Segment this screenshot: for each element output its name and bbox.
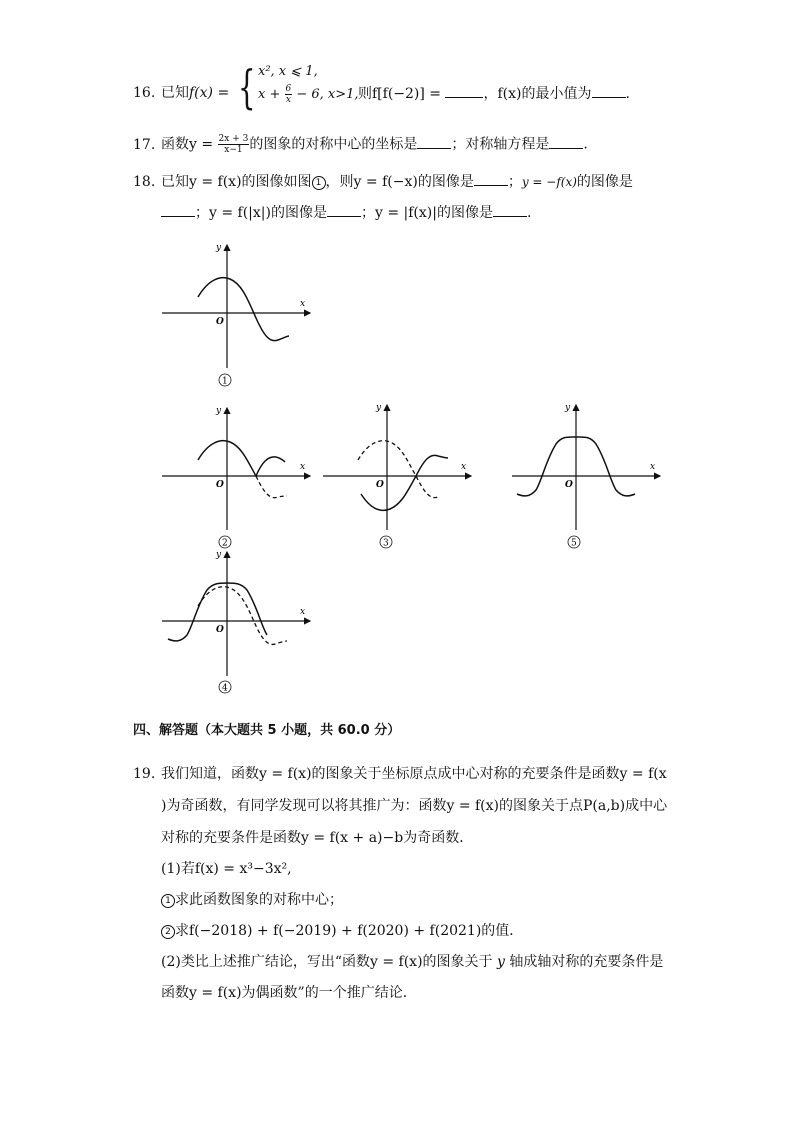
question-19-part-2-cont: 函数y = f(x)为偶函数”的一个推广结论． bbox=[161, 985, 417, 1001]
question-lead: 已知 bbox=[161, 85, 189, 101]
x-axis-label: x bbox=[300, 299, 306, 309]
question-number: 19. bbox=[133, 766, 156, 782]
q17-text-c: ；对称轴方程是 bbox=[451, 136, 550, 153]
ask-min: ，f(x)的最小值为 bbox=[483, 86, 592, 102]
question-19-sub-1 bbox=[161, 890, 343, 910]
graph-2 bbox=[162, 406, 310, 549]
question-number: 18. bbox=[133, 174, 156, 190]
x-axis-label: x bbox=[300, 462, 306, 472]
question-19-part-2 bbox=[161, 952, 663, 972]
figure-label: 3 bbox=[383, 538, 389, 549]
fraction-bottom: x−1 bbox=[224, 145, 243, 155]
q18-text-g: ；y = |f(x)|的图像是 bbox=[360, 205, 493, 221]
curve-solid bbox=[361, 455, 448, 510]
question-19-line-3: 对称的充要条件是函数y = f(x + a)−b为奇函数． bbox=[161, 830, 474, 846]
piecewise-case-1: x², x ⩽ 1, bbox=[258, 64, 318, 79]
y-axis-label: y bbox=[565, 403, 571, 413]
sub-1-text: 求此函数图象的对称中心； bbox=[175, 892, 343, 908]
x-axis-label: x bbox=[461, 462, 467, 472]
question-19-line-1 bbox=[133, 764, 667, 784]
q17-text-a: 函数y = bbox=[161, 136, 218, 153]
figure-label: 4 bbox=[222, 683, 228, 694]
case2-part-a: x + bbox=[258, 87, 285, 102]
sub-number-circle: 1 bbox=[161, 894, 175, 908]
part-2-y: y bbox=[492, 954, 510, 970]
question-19-part-1: (1)若f(x) = x³−3x², bbox=[161, 861, 292, 877]
x-axis-label: x bbox=[300, 607, 306, 617]
q18-text-e: 的图像是 bbox=[576, 174, 633, 190]
origin-label: O bbox=[565, 480, 573, 490]
question-19-line-2: )为奇函数，有同学发现可以将其推广为：函数y = f(x)的图象关于点P(a,b)成中心 bbox=[161, 798, 668, 814]
figure-label: 5 bbox=[571, 538, 577, 549]
case2-part-b: − 6, x>1, bbox=[292, 87, 359, 102]
ask-value: 则f[f(−2)] = bbox=[358, 86, 446, 102]
q18-text-d: y = −f(x) bbox=[521, 175, 577, 189]
question-19-sub-2 bbox=[161, 921, 523, 941]
graph-5 bbox=[512, 403, 660, 549]
q18-text-a: 已知y = f(x)的图像如图 bbox=[161, 174, 312, 190]
origin-label: O bbox=[376, 480, 384, 490]
piecewise-brace: { bbox=[238, 60, 256, 114]
question-number: 17. bbox=[133, 136, 156, 153]
period: . bbox=[583, 136, 588, 153]
curve-dashed bbox=[256, 476, 287, 498]
figure-label: 1 bbox=[222, 376, 228, 387]
section-title: 四、解答题（本大题共 5 小题，共 60.0 分） bbox=[133, 723, 401, 738]
period: . bbox=[526, 205, 532, 221]
origin-label: O bbox=[216, 625, 224, 635]
curve-solid bbox=[198, 441, 285, 476]
y-axis-label: y bbox=[376, 403, 382, 413]
y-axis-label: y bbox=[216, 550, 222, 560]
sub-2-text: 求f(−2018) + f(−2019) + f(2020) + f(2021)的值． bbox=[175, 923, 524, 939]
curve-dashed bbox=[358, 441, 438, 498]
question-number: 16. bbox=[133, 85, 156, 101]
curve-dashed bbox=[198, 587, 287, 645]
part-2-b: 轴成轴对称的充要条件是 bbox=[509, 954, 664, 970]
origin-label: O bbox=[216, 480, 224, 490]
q18-text-f: ；y = f(|x|)的图像是 bbox=[195, 205, 327, 221]
q19-line-1: 我们知道，函数y = f(x)的图象关于坐标原点成中心对称的充要条件是函数y = f(x bbox=[161, 766, 667, 782]
q18-text-b: ，则y = f(−x)的图像是 bbox=[325, 174, 474, 190]
period: . bbox=[625, 86, 630, 102]
part-2-a: (2)类比上述推广结论，写出“函数y = f(x)的图象关于 bbox=[161, 954, 493, 970]
sub-number-circle: 2 bbox=[161, 925, 175, 939]
fraction-top: 6 bbox=[285, 84, 292, 94]
figure-ref-circle: 1 bbox=[312, 176, 326, 190]
y-axis-label: y bbox=[216, 243, 222, 253]
y-axis-label: y bbox=[216, 406, 222, 416]
x-axis-label: x bbox=[650, 462, 656, 472]
graph-1 bbox=[162, 243, 310, 387]
origin-label: O bbox=[216, 317, 224, 327]
q17-text-b: 的图象的对称中心的坐标是 bbox=[249, 136, 418, 153]
q18-text-c: ； bbox=[507, 174, 522, 190]
graph-4 bbox=[162, 550, 310, 694]
curve-f bbox=[198, 278, 289, 341]
figure-label: 2 bbox=[222, 538, 228, 549]
fraction-top: 2x + 3 bbox=[218, 134, 249, 144]
graph-3 bbox=[323, 403, 471, 549]
fraction-bottom: x bbox=[285, 95, 291, 105]
function-def: f(x) = bbox=[189, 85, 230, 101]
